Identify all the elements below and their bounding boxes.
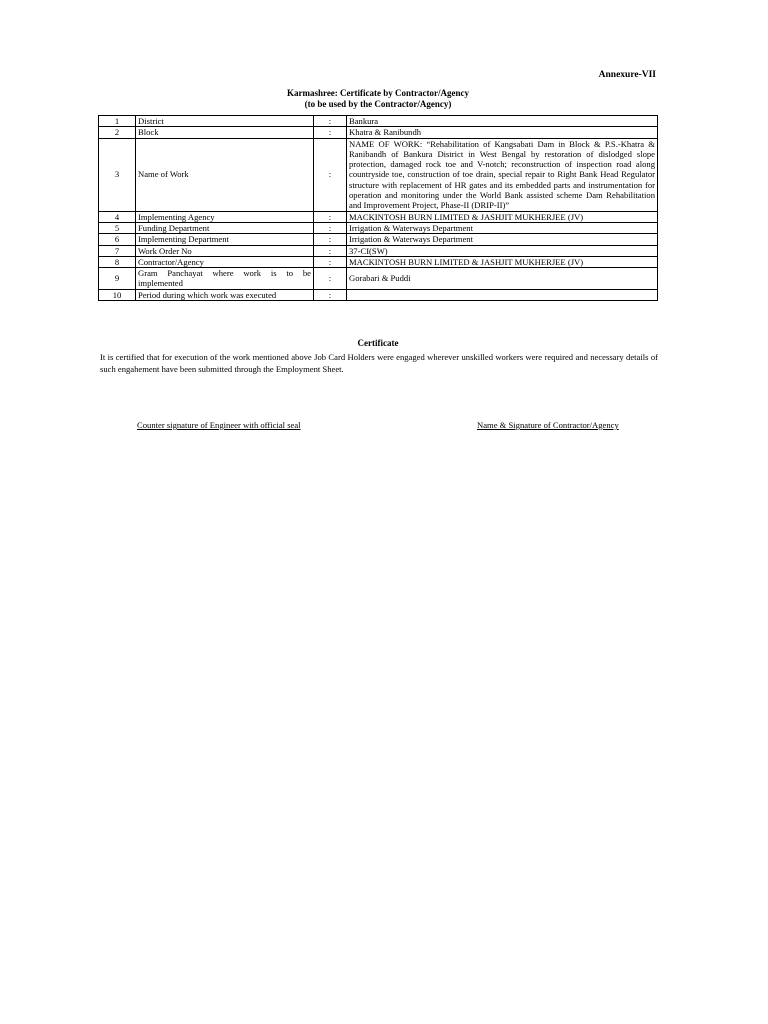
row-value: Gorabari & Puddi <box>347 268 658 290</box>
details-table <box>98 115 658 301</box>
row-label: Funding Department <box>136 222 314 233</box>
engineer-signature-label: Counter signature of Engineer with official seal <box>137 420 301 430</box>
row-number: 1 <box>99 116 136 127</box>
row-value: MACKINTOSH BURN LIMITED & JASHJIT MUKHERJEE (JV) <box>347 256 658 267</box>
table-row <box>99 234 658 245</box>
document-title: Karmashree: Certificate by Contractor/Agency <box>286 88 470 98</box>
row-colon: : <box>314 234 347 245</box>
row-number: 4 <box>99 211 136 222</box>
table-row <box>99 268 658 290</box>
row-colon: : <box>314 138 347 211</box>
row-value: MACKINTOSH BURN LIMITED & JASHJIT MUKHERJEE (JV) <box>347 211 658 222</box>
row-number: 9 <box>99 268 136 290</box>
row-label: Name of Work <box>136 138 314 211</box>
table-row <box>99 138 658 211</box>
row-colon: : <box>314 211 347 222</box>
row-value: Irrigation & Waterways Department <box>347 234 658 245</box>
row-label: Block <box>136 127 314 138</box>
row-label: Period during which work was executed <box>136 289 314 300</box>
row-colon: : <box>314 245 347 256</box>
row-number: 6 <box>99 234 136 245</box>
row-colon: : <box>314 116 347 127</box>
row-value: Bankura <box>347 116 658 127</box>
row-colon: : <box>314 222 347 233</box>
row-label: District <box>136 116 314 127</box>
row-label: Implementing Department <box>136 234 314 245</box>
document-subtitle: (to be used by the Contractor/Agency) <box>304 99 452 109</box>
certificate-heading: Certificate <box>357 338 399 348</box>
row-colon: : <box>314 289 347 300</box>
row-colon: : <box>314 127 347 138</box>
row-number: 5 <box>99 222 136 233</box>
row-colon: : <box>314 256 347 267</box>
document-title-block <box>0 88 756 110</box>
table-row <box>99 127 658 138</box>
row-value <box>347 289 658 300</box>
table-row <box>99 222 658 233</box>
row-label: Work Order No <box>136 245 314 256</box>
table-row <box>99 289 658 300</box>
row-number: 10 <box>99 289 136 300</box>
contractor-signature-label: Name & Signature of Contractor/Agency <box>477 420 619 430</box>
row-value: NAME OF WORK: “Rehabilitation of Kangsabati Dam in Block & P.S.-Khatra & Ranibandh of Bankura District in West Bengal by restoration of dislodged slope protection, damaged rock toe and V-notch; reconstruction of inspection road along countryside toe, construction of toe drain, special repair to Right Bank Head Regulator structure with replacement of HR gates and its embedded parts and instrumentation for operation and monitoring under the World Bank assisted scheme Dam Rehabilitation and Improvement Project, Phase-II (DRIP-II)” <box>347 138 658 211</box>
row-number: 7 <box>99 245 136 256</box>
annexure-label: Annexure-VII <box>598 70 656 80</box>
row-value: Irrigation & Waterways Department <box>347 222 658 233</box>
certificate-text: It is certified that for execution of the work mentioned above Job Card Holders were engaged wherever unskilled workers were required and necessary details of such engahement have been submitted through the Employment Sheet. <box>100 352 658 374</box>
row-number: 3 <box>99 138 136 211</box>
row-label: Gram Panchayat where work is to be implemented <box>136 268 314 290</box>
table-row <box>99 245 658 256</box>
row-colon: : <box>314 268 347 290</box>
row-label: Contractor/Agency <box>136 256 314 267</box>
row-label: Implementing Agency <box>136 211 314 222</box>
row-number: 8 <box>99 256 136 267</box>
row-number: 2 <box>99 127 136 138</box>
table-row <box>99 211 658 222</box>
table-row <box>99 256 658 267</box>
row-value: 37-CI(SW) <box>347 245 658 256</box>
row-value: Khatra & Ranibundh <box>347 127 658 138</box>
table-row <box>99 116 658 127</box>
